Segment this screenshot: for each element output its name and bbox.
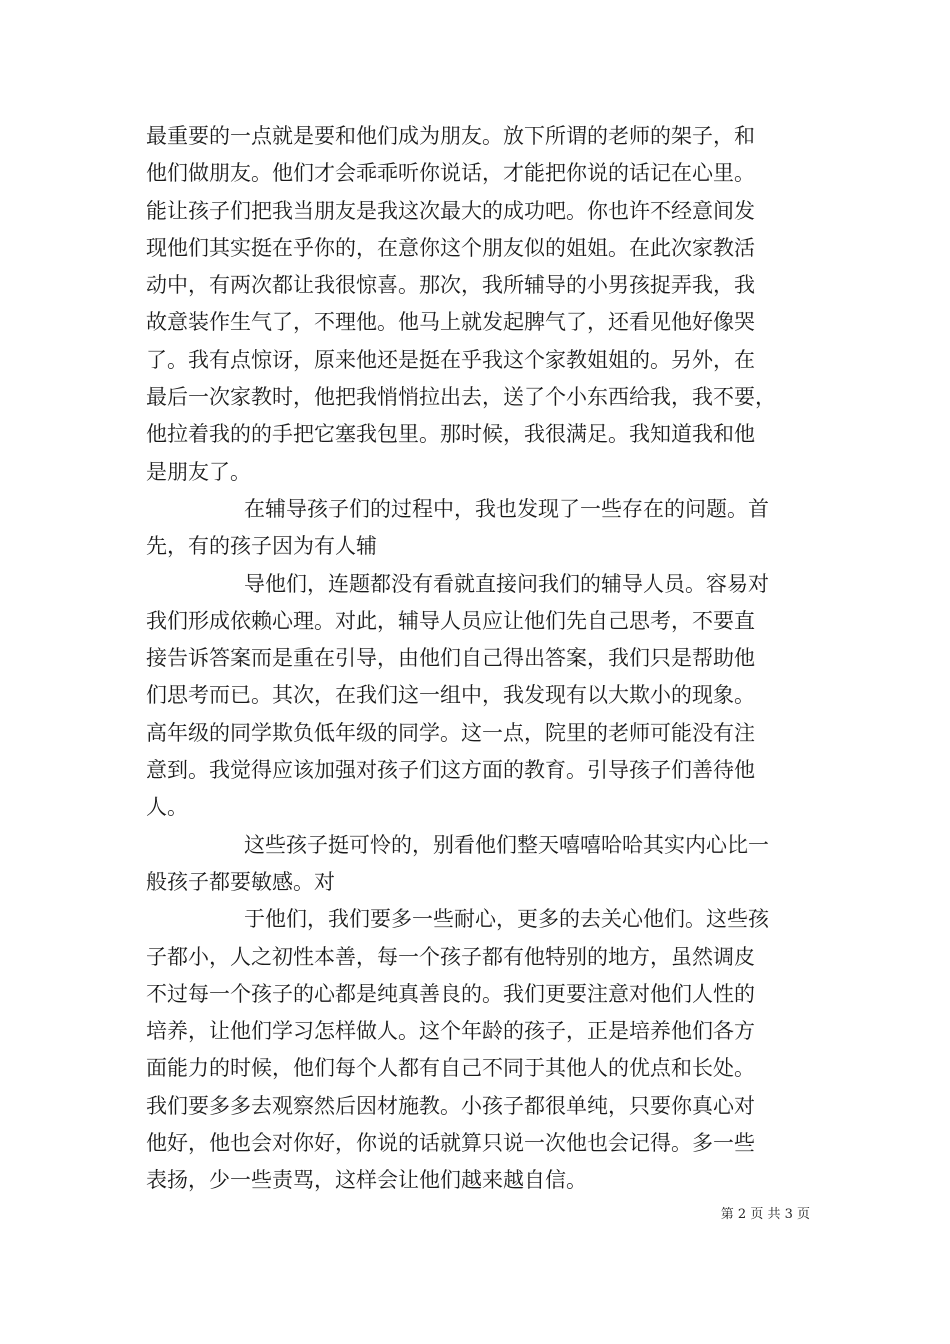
text-line: 接告诉答案而是重在引导，由他们自己得出答案，我们只是帮助他 xyxy=(146,646,755,671)
text-line: 我们形成依赖心理。对此，辅导人员应让他们先自己思考，不要直 xyxy=(146,608,755,633)
text-line: 不过每一个孩子的心都是纯真善良的。我们更要注意对他们人性的 xyxy=(146,981,755,1006)
text-line: 他们做朋友。他们才会乖乖听你说话，才能把你说的话记在心里。 xyxy=(146,161,755,186)
text-line: 人。 xyxy=(146,795,188,820)
text-line: 培养，让他们学习怎样做人。这个年龄的孩子，正是培养他们各方 xyxy=(146,1019,755,1044)
text-line: 表扬，少一些责骂，这样会让他们越来越自信。 xyxy=(146,1168,587,1193)
text-line: 于他们，我们要多一些耐心，更多的去关心他们。这些孩 xyxy=(244,907,769,932)
text-line: 意到。我觉得应该加强对孩子们这方面的教育。引导孩子们善待他 xyxy=(146,758,755,783)
text-line: 是朋友了。 xyxy=(146,459,251,484)
text-line: 们思考而已。其次，在我们这一组中，我发现有以大欺小的现象。 xyxy=(146,683,755,708)
text-line: 般孩子都要敏感。对 xyxy=(146,869,335,894)
text-line: 子都小，人之初性本善，每一个孩子都有他特别的地方，虽然调皮 xyxy=(146,944,755,969)
page-number-footer: 第 2 页 共 3 页 xyxy=(720,1207,810,1222)
text-line: 这些孩子挺可怜的，别看他们整天嘻嘻哈哈其实内心比一 xyxy=(244,832,769,857)
text-line: 最后一次家教时，他把我悄悄拉出去，送了个小东西给我，我不要， xyxy=(146,385,776,410)
text-line: 能让孩子们把我当朋友是我这次最大的成功吧。你也许不经意间发 xyxy=(146,198,755,223)
text-line: 他拉着我的的手把它塞我包里。那时候，我很满足。我知道我和他 xyxy=(146,422,755,447)
text-line: 高年级的同学欺负低年级的同学。这一点，院里的老师可能没有注 xyxy=(146,720,755,745)
text-line: 先，有的孩子因为有人辅 xyxy=(146,534,377,559)
text-line: 故意装作生气了，不理他。他马上就发起脾气了，还看见他好像哭 xyxy=(146,310,755,335)
text-line: 了。我有点惊讶，原来他还是挺在乎我这个家教姐姐的。另外，在 xyxy=(146,347,755,372)
text-line: 他好，他也会对你好，你说的话就算只说一次他也会记得。多一些 xyxy=(146,1131,755,1156)
text-line: 在辅导孩子们的过程中，我也发现了一些存在的问题。首 xyxy=(244,496,769,521)
text-line: 最重要的一点就是要和他们成为朋友。放下所谓的老师的架子，和 xyxy=(146,124,755,148)
text-line: 动中，有两次都让我很惊喜。那次，我所辅导的小男孩捉弄我，我 xyxy=(146,273,755,298)
text-line: 导他们，连题都没有看就直接问我们的辅导人员。容易对 xyxy=(244,571,769,596)
body-text xyxy=(146,118,811,1200)
text-line: 面能力的时候，他们每个人都有自己不同于其他人的优点和长处。 xyxy=(146,1056,755,1081)
text-line: 我们要多多去观察然后因材施教。小孩子都很单纯，只要你真心对 xyxy=(146,1093,755,1118)
text-line: 现他们其实挺在乎你的，在意你这个朋友似的姐姐。在此次家教活 xyxy=(146,235,755,260)
